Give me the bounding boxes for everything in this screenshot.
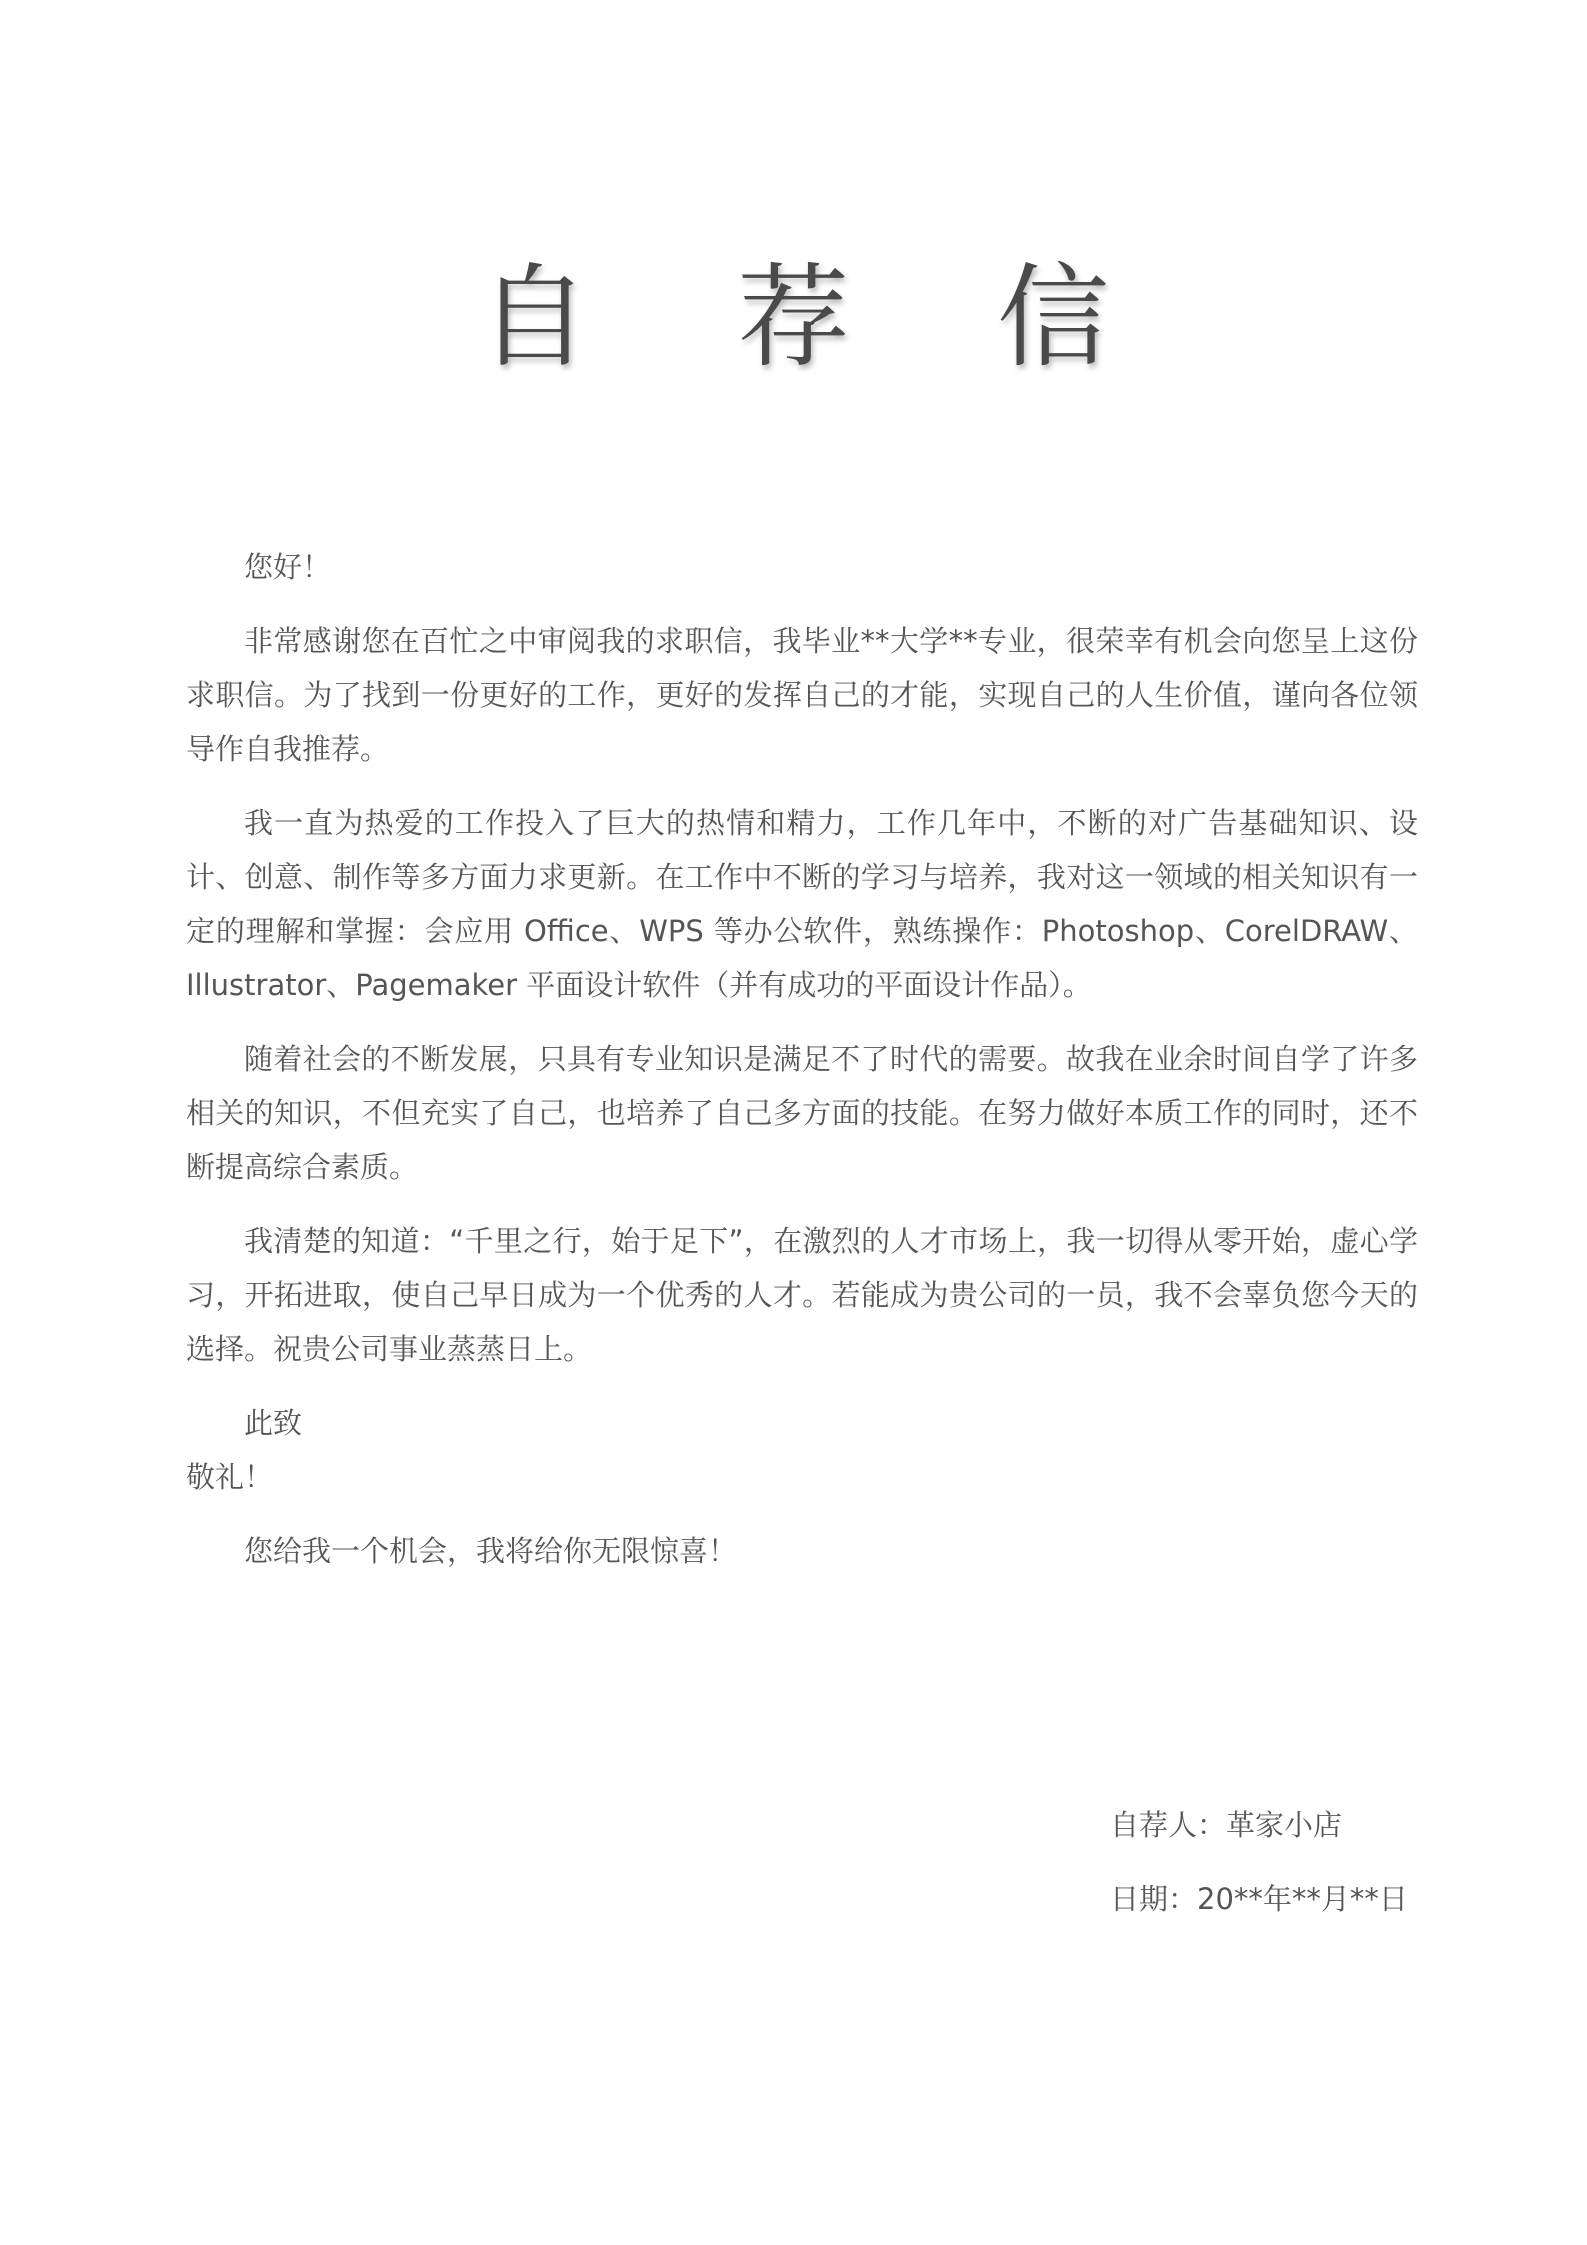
- letter-body: [186, 540, 1418, 1598]
- letter-title: 自 荐 信: [477, 253, 1166, 383]
- greeting: 您好！: [244, 550, 332, 584]
- paragraph-4: 我清楚的知道：“千里之行，始于足下”，在激烈的人才市场上，我一切得从零开始，虚心学习，开拓进取，使自己早日成为一个优秀的人才。若能成为贵公司的一员，我不会辜负您今天的选择。祝贵公司事业蒸蒸日上。: [186, 1224, 1418, 1366]
- signer-name: 自荐人：革家小店: [1110, 1808, 1343, 1842]
- letter-date: 日期：20**年**月**日: [1110, 1882, 1408, 1916]
- signature-block: [1110, 1798, 1530, 1946]
- paragraph-1: 非常感谢您在百忙之中审阅我的求职信，我毕业**大学**专业，很荣幸有机会向您呈上这份求职信。为了找到一份更好的工作，更好的发挥自己的才能，实现自己的人生价值，谨向各位领导作自我推荐。: [186, 624, 1418, 766]
- closing-salutation: 此致: [244, 1406, 303, 1440]
- postscript: 您给我一个机会，我将给你无限惊喜！: [244, 1534, 738, 1568]
- closing-respects: 敬礼！: [186, 1460, 274, 1494]
- paragraph-3: 随着社会的不断发展，只具有专业知识是满足不了时代的需要。故我在业余时间自学了许多相关的知识，不但充实了自己，也培养了自己多方面的技能。在努力做好本质工作的同时，还不断提高综合素质。: [186, 1042, 1418, 1184]
- paragraph-2: 我一直为热爱的工作投入了巨大的热情和精力，工作几年中，不断的对广告基础知识、设计、创意、制作等多方面力求更新。在工作中不断的学习与培养，我对这一领域的相关知识有一定的理解和掌握：会应用 Office、WPS 等办公软件，熟练操作：Photoshop、CorelDRAW、Illustrator、Pagemaker 平面设计软件（并有成功的平面设计作品）。: [186, 806, 1418, 1002]
